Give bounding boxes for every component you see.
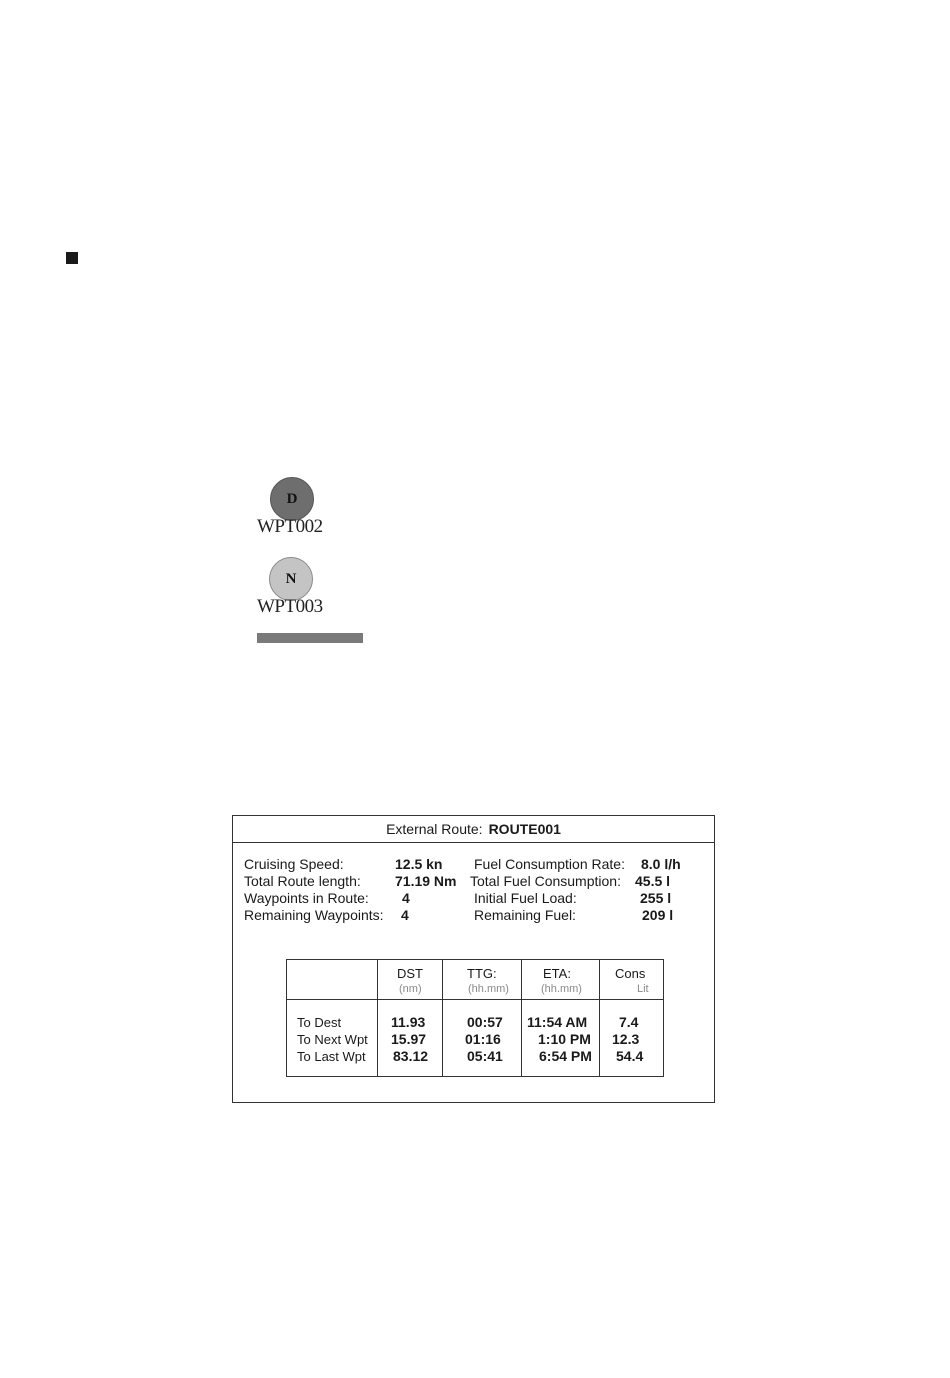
row-label-to-next-wpt: To Next Wpt xyxy=(297,1032,368,1047)
waypoint-letter-n: N xyxy=(285,570,297,587)
to-next-wpt-ttg: 01:16 xyxy=(465,1031,501,1047)
waypoint-label-wpt003: WPT003 xyxy=(257,596,323,617)
column-header-cons: Cons xyxy=(615,966,646,981)
table-header-divider xyxy=(287,999,663,1000)
row-label-to-dest: To Dest xyxy=(297,1015,342,1030)
remaining-waypoints-value: 4 xyxy=(401,907,409,923)
column-unit-ttg: (hh.mm) xyxy=(468,983,509,995)
to-next-wpt-dst: 15.97 xyxy=(391,1031,427,1047)
next-waypoint-icon[interactable] xyxy=(269,557,313,601)
waypoints-in-route-value: 4 xyxy=(402,890,410,906)
route-name: ROUTE001 xyxy=(488,821,561,837)
to-next-wpt-eta: 1:10 PM xyxy=(538,1031,591,1047)
column-unit-cons: Lit xyxy=(637,983,649,995)
total-fuel-consumption-label: Total Fuel Consumption: xyxy=(470,873,621,889)
remaining-fuel-value: 209 l xyxy=(642,907,674,923)
row-label-to-last-wpt: To Last Wpt xyxy=(297,1049,366,1064)
route-data-table xyxy=(286,959,664,1077)
to-last-wpt-eta: 6:54 PM xyxy=(539,1048,592,1064)
column-unit-eta: (hh.mm) xyxy=(541,983,582,995)
to-dest-eta: 11:54 AM xyxy=(527,1014,588,1030)
column-header-ttg: TTG: xyxy=(467,966,497,981)
waypoints-in-route-label: Waypoints in Route: xyxy=(244,890,369,906)
column-header-eta: ETA: xyxy=(543,966,571,981)
remaining-fuel-label: Remaining Fuel: xyxy=(474,907,576,923)
waypoint-letter-d: D xyxy=(286,490,298,507)
table-divider xyxy=(599,960,600,1076)
cruising-speed-value: 12.5 kn xyxy=(395,856,443,872)
route-line-segment xyxy=(257,633,363,643)
total-fuel-consumption-value: 45.5 l xyxy=(635,873,671,889)
table-divider xyxy=(521,960,522,1076)
to-dest-cons: 7.4 xyxy=(619,1014,639,1030)
to-last-wpt-dst: 83.12 xyxy=(393,1048,429,1064)
to-last-wpt-ttg: 05:41 xyxy=(467,1048,503,1064)
fuel-consumption-rate-value: 8.0 l/h xyxy=(641,856,681,872)
panel-title xyxy=(233,816,714,843)
column-unit-dst: (nm) xyxy=(399,983,422,995)
total-route-length-label: Total Route length: xyxy=(244,873,361,889)
to-next-wpt-cons: 12.3 xyxy=(612,1031,640,1047)
table-divider xyxy=(442,960,443,1076)
external-route-panel xyxy=(232,815,715,1103)
section-bullet xyxy=(66,252,78,264)
fuel-consumption-rate-label: Fuel Consumption Rate: xyxy=(474,856,625,872)
to-dest-ttg: 00:57 xyxy=(467,1014,503,1030)
to-last-wpt-cons: 54.4 xyxy=(616,1048,644,1064)
panel-title-label: External Route: xyxy=(386,821,483,837)
initial-fuel-load-value: 255 l xyxy=(640,890,672,906)
cruising-speed-label: Cruising Speed: xyxy=(244,856,344,872)
remaining-waypoints-label: Remaining Waypoints: xyxy=(244,907,384,923)
to-dest-dst: 11.93 xyxy=(391,1014,426,1030)
destination-waypoint-icon[interactable] xyxy=(270,477,314,521)
table-divider xyxy=(377,960,378,1076)
column-header-dst: DST xyxy=(397,966,423,981)
total-route-length-value: 71.19 Nm xyxy=(395,873,457,889)
initial-fuel-load-label: Initial Fuel Load: xyxy=(474,890,577,906)
waypoint-label-wpt002: WPT002 xyxy=(257,516,323,537)
